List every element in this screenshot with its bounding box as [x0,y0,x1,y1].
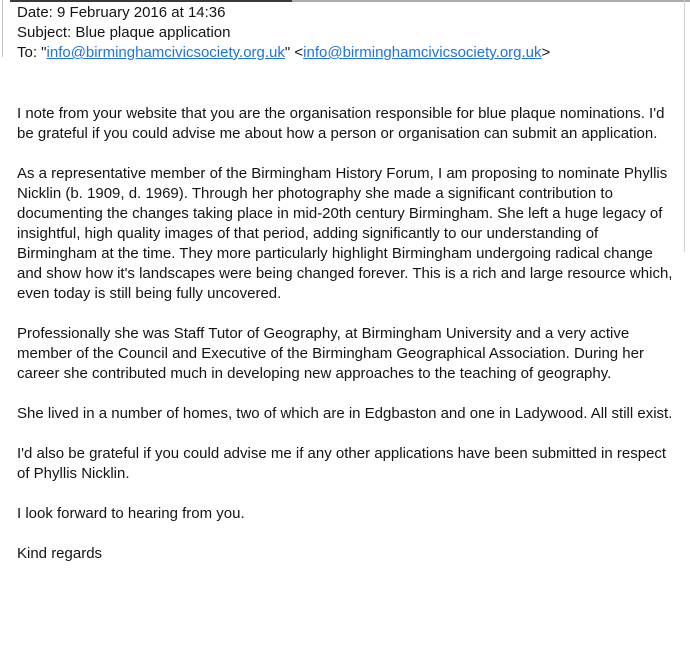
to-line [17,43,677,63]
window-edge-left-line [2,0,3,57]
paragraph-closing: I look forward to hearing from you. [17,505,245,522]
subject-label: Subject: [17,24,72,41]
email-body [17,104,677,564]
paragraph-profession: Professionally she was Staff Tutor of Geography, at Birmingham University and a very active member of the Council and Executive of the Birmingham Geographical Association. During her career she contributed much in developing new approaches to the teaching of geography. [17,325,644,382]
paragraph-other-applications: I'd also be grateful if you could advise me if any other applications have been submitted in respect of Phyllis Nicklin. [17,445,667,482]
to-suffix: > [541,44,551,61]
to-address-display-link[interactable]: info@birminghamcivicsociety.org.uk [46,44,285,61]
to-prefix: To: " [17,44,47,61]
cropped-text-remnant-line [0,0,690,2]
paragraph-nomination: As a representative member of the Birmingham History Forum, I am proposing to nominate Phyllis Nicklin (b. 1909, d. 1969). Through her photography she made a significant contribution to documenting the changes taking place in mid-20th century Birmingham. She left a huge legacy of insightful, high quality images of that period, adding significantly to our understanding of Birmingham at the time. They more particularly highlight Birmingham undergoing radical change and show how it's landscapes were being changed forever. This is a rich and large resource which, even today is still being fully uncovered. [17,165,673,302]
paragraph-homes: She lived in a number of homes, two of which are in Edgbaston and one in Ladywood. All still exist. [17,405,673,422]
cropped-text-remnant-light [292,0,690,2]
paragraph-signoff: Kind regards [17,545,103,562]
email-header [17,3,677,63]
subject-value: Blue plaque application [75,24,231,41]
paragraph-intro: I note from your website that you are the organisation responsible for blue plaque nominations. I'd be grateful if you could advise me about how a person or organisation can submit an application. [17,105,665,142]
to-address-actual-link[interactable]: info@birminghamcivicsociety.org.uk [303,44,542,61]
date-line [17,3,677,23]
window-edge-right-line [684,0,685,252]
to-separator: " < [284,44,304,61]
subject-line [17,23,677,43]
date-label: Date: [17,4,53,21]
cropped-text-remnant-dark [10,0,292,2]
date-value: 9 February 2016 at 14:36 [57,4,226,21]
